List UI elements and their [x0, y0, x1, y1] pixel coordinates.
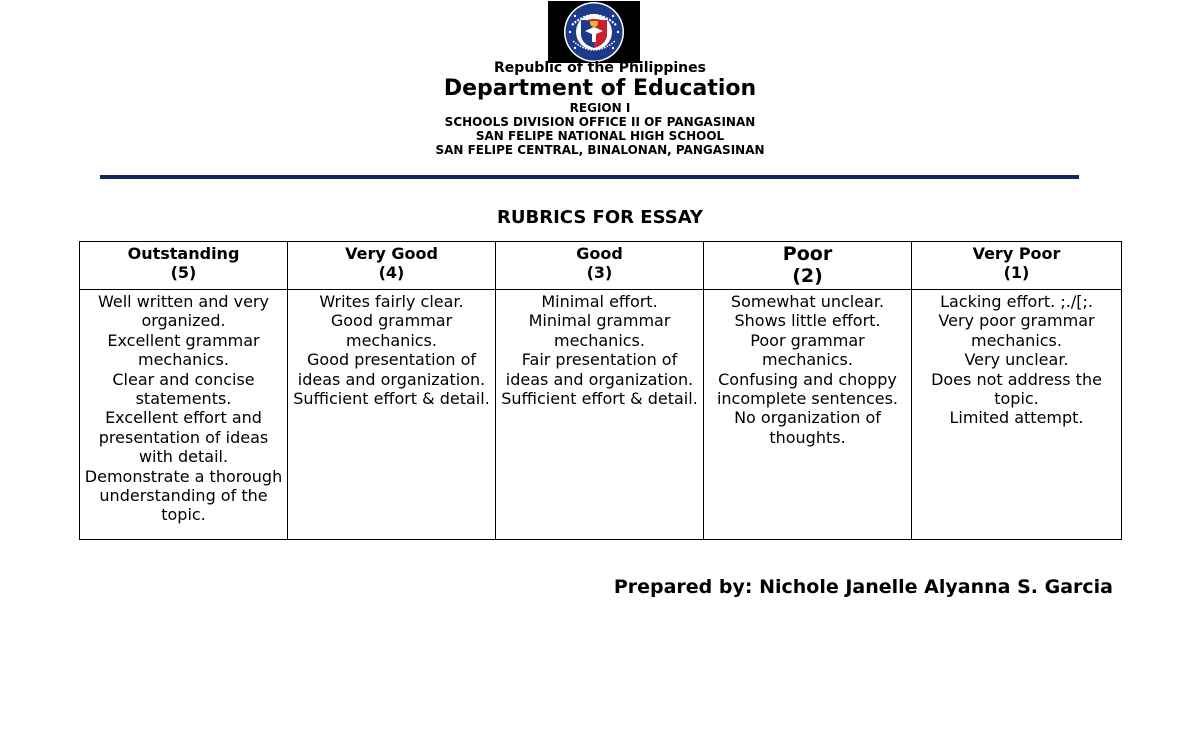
region-heading: REGION I [569, 101, 631, 115]
republic-heading: Republic of the Philippines [494, 60, 706, 76]
rubric-level-score: (4) [378, 263, 405, 282]
rubric-header-outstanding [80, 242, 288, 290]
criterion-line: Minimal grammar mechanics. [528, 311, 671, 350]
rubric-level-score: (5) [170, 263, 197, 282]
rubric-level-score: (2) [792, 265, 823, 287]
rubric-level-score: (3) [586, 263, 613, 282]
rubric-level-name: Good [576, 244, 623, 263]
criterion-line: Minimal effort. [541, 292, 658, 311]
criterion-line: Very unclear. [964, 350, 1069, 370]
rubric-criteria-row [80, 290, 1122, 540]
rubric-level-name: Very Good [345, 244, 438, 263]
criterion-line: Writes fairly clear. [319, 292, 464, 311]
rubric-level-name: Poor [782, 243, 833, 265]
prepared-by-signature-line: Prepared by: Nichole Janelle Alyanna S. Garcia [613, 576, 1113, 598]
division-heading: SCHOOLS DIVISION OFFICE II OF PANGASINAN [444, 115, 756, 129]
criterion-line: Does not address the topic. [931, 369, 1102, 409]
criterion-line: No organization of thoughts. [734, 408, 881, 447]
rubric-cell-very-good [288, 290, 496, 540]
rubric-cell-good [496, 290, 704, 540]
criterion-line: Confusing and choppy incomplete sentences. [716, 369, 899, 409]
rubric-level-score: (1) [1003, 263, 1030, 282]
address-heading: SAN FELIPE CENTRAL, BINALONAN, PANGASINAN [435, 143, 765, 157]
school-heading: SAN FELIPE NATIONAL HIGH SCHOOL [475, 129, 725, 143]
rubric-table [79, 241, 1122, 540]
rubric-header-very-poor [912, 242, 1122, 290]
rubric-level-name: Outstanding [127, 244, 240, 263]
criterion-line: Fair presentation of ideas and organization. [505, 350, 694, 389]
criterion-line: Clear and concise statements. [112, 369, 255, 409]
document-title: RUBRICS FOR ESSAY [497, 207, 703, 228]
criterion-line: Well written and very organized. [98, 292, 269, 331]
criterion-line: Poor grammar mechanics. [750, 330, 865, 370]
rubric-cell-very-poor [912, 290, 1122, 540]
rubric-header-very-good [288, 242, 496, 290]
rubric-header-poor [704, 242, 912, 290]
header-divider [100, 175, 1079, 179]
rubric-header-good [496, 242, 704, 290]
criterion-line: Excellent grammar mechanics. [107, 330, 260, 370]
criterion-line: Sufficient effort & detail. [293, 389, 490, 409]
deped-seal-logo [548, 1, 640, 63]
department-heading: Department of Education [443, 76, 757, 101]
criterion-line: Lacking effort. ;./[;. [940, 292, 1093, 311]
rubric-level-name: Very Poor [972, 244, 1061, 263]
criterion-line: Very poor grammar mechanics. [938, 311, 1095, 350]
criterion-line: Excellent effort and presentation of ideas with detail. [98, 408, 269, 467]
criterion-line: Limited attempt. [949, 408, 1084, 428]
criterion-line: Good presentation of ideas and organization. [297, 350, 486, 389]
criterion-line: Sufficient effort & detail. [501, 389, 698, 409]
rubric-cell-poor [704, 290, 912, 540]
rubric-header-row [80, 242, 1122, 290]
criterion-line: Good grammar mechanics. [330, 311, 453, 350]
criterion-line: Demonstrate a thorough understanding of the topic. [84, 466, 283, 525]
criterion-line: Shows little effort. [734, 311, 881, 331]
rubric-cell-outstanding [80, 290, 288, 540]
criterion-line: Somewhat unclear. [730, 292, 885, 311]
